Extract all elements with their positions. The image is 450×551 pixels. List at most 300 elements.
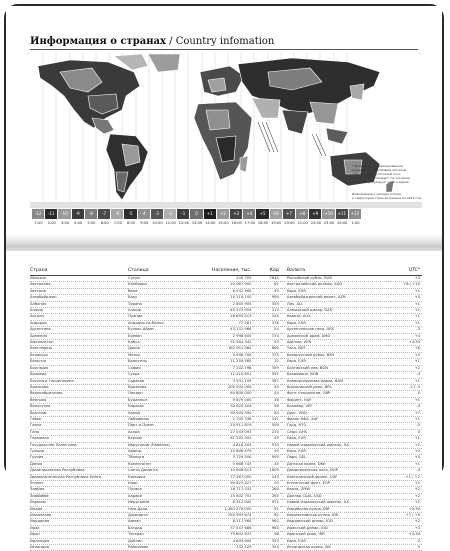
cell-capital: Нью-Дели: [128, 506, 199, 512]
cell-country: Доминиканская Республика: [30, 468, 128, 474]
timezone-note: [352, 192, 432, 200]
cell-currency: Болгарский лев, BGN: [281, 365, 391, 371]
cell-utc: +2: [391, 481, 422, 487]
cell-population: 8 117 564: [199, 519, 254, 525]
cell-population: 77 267 000: [199, 474, 254, 480]
cell-currency: Аргентинское песо, ARS: [281, 327, 391, 333]
cell-utc: +7 / +9: [391, 513, 422, 519]
cell-country: Демократическая Республика Конго: [30, 474, 128, 480]
utc-offset-cell: -7: [98, 209, 111, 219]
cell-code: 353: [253, 538, 280, 544]
cell-utc: +4: [391, 333, 422, 339]
cell-code: 43: [253, 288, 280, 294]
cell-code: 213: [253, 308, 280, 314]
utc-offset-cell: +10: [322, 209, 335, 219]
cell-population: 11 410 651: [199, 372, 254, 378]
cell-country: Иордания: [30, 519, 128, 525]
cell-capital: Канберра: [128, 282, 199, 288]
cell-population: 81 292 400: [199, 436, 254, 442]
cell-code: 54: [253, 327, 280, 333]
document-frame: [4, 4, 444, 550]
cell-capital: Джакарта: [128, 513, 199, 519]
cell-capital: Берлин: [128, 436, 199, 442]
cell-utc: +1: [391, 461, 422, 467]
cell-country: Грузия: [30, 455, 128, 461]
cell-population: 240 705: [199, 276, 254, 282]
note-line: Информация о часовых поясах: [352, 192, 401, 196]
utc-offset-cell: -4: [138, 209, 151, 219]
utc-offset-cell: -6: [111, 209, 124, 219]
utc-offset-cell: +2: [217, 209, 230, 219]
cell-capital: Буэнос-Айрес: [128, 327, 199, 333]
footnote-line: Time, фр. Temps Universel Coor-: [352, 172, 402, 176]
cell-code: 964: [253, 525, 280, 531]
cell-population: 11 250 585: [199, 359, 254, 365]
cell-capital: Тбилиси: [128, 455, 199, 461]
cell-population: 10 648 613: [199, 468, 254, 474]
cell-code: 58: [253, 404, 280, 410]
utc-offset-strip: [32, 209, 362, 219]
cell-utc: +2: [391, 519, 422, 525]
cell-capital: Дублин: [128, 538, 199, 544]
cell-utc: +2: [391, 493, 422, 499]
cell-capital: София: [128, 365, 199, 371]
cell-currency: Азербайджанский манат, AZN: [281, 295, 391, 301]
cell-currency: Евро, EUR: [281, 320, 391, 326]
cell-code: 972: [253, 500, 280, 506]
cell-utc: -2 / -5: [391, 384, 422, 390]
utc-footnote: [352, 164, 432, 184]
cell-currency: Евро, EUR: [281, 288, 391, 294]
title-separator: /: [165, 36, 176, 47]
cell-capital: Тирана: [128, 301, 199, 307]
cell-code: 880: [253, 346, 280, 352]
cell-country: Ирак: [30, 525, 128, 531]
cell-population: 32 564 342: [199, 340, 254, 346]
cell-capital: Афины: [128, 448, 199, 454]
utc-offset-cell: 0: [190, 209, 203, 219]
cell-currency: Лек, ALL: [281, 301, 391, 307]
utc-time-cell: 2:00: [47, 221, 56, 225]
cell-population: 2 998 600: [199, 333, 254, 339]
table-row: [30, 545, 422, 551]
cell-population: 15 602 751: [199, 493, 254, 499]
cell-country: Венесуэла: [30, 404, 128, 410]
cell-country: Вьетнам: [30, 410, 128, 416]
cell-country: Венгрия: [30, 397, 128, 403]
cell-capital: Либревиль: [128, 416, 199, 422]
utc-time-cell: 3:00: [60, 221, 70, 225]
col-population: Население, тыс.: [199, 268, 254, 276]
cell-code: 354: [253, 545, 280, 551]
cell-currency: Гурд, HTG: [281, 423, 391, 429]
utc-time-cell: 4:00: [74, 221, 83, 225]
cell-utc: -4: [391, 404, 422, 410]
cell-capital: Бразилиа: [128, 384, 199, 390]
cell-capital: Тегеран: [128, 532, 199, 538]
utc-offset-cell: -10: [58, 209, 71, 219]
cell-capital: Кабул: [128, 340, 199, 346]
cell-capital: Каир: [128, 481, 199, 487]
cell-currency: Афгани, AFN: [281, 340, 391, 346]
cell-code: 93: [253, 340, 280, 346]
cell-utc: +2: [391, 442, 422, 448]
cell-population: 332 529: [199, 545, 254, 551]
cell-utc: +3: [391, 276, 422, 282]
utc-time-cell: 6:00: [100, 221, 109, 225]
utc-offset-cell: -3: [151, 209, 164, 219]
cell-capital: Рейкьявик: [128, 545, 199, 551]
cell-code: 233: [253, 429, 280, 435]
utc-offset-cell: +11: [336, 209, 349, 219]
cell-capital: Лусака: [128, 487, 199, 493]
cell-capital: Лондон: [128, 391, 199, 397]
cell-utc: +2: [391, 365, 422, 371]
cell-currency: Иорданский динар, JOD: [281, 519, 391, 525]
cell-code: 36: [253, 397, 280, 403]
cell-population: 4 816 503: [199, 442, 254, 448]
cell-capital: Сараево: [128, 378, 199, 384]
col-currency: Валюта: [281, 268, 391, 276]
cell-currency: Доминиканское песо, DOP: [281, 468, 391, 474]
cell-capital: Каракас: [128, 404, 199, 410]
cell-country: Великобритания: [30, 391, 128, 397]
utc-time-cell: 11:00: [165, 221, 176, 225]
cell-population: 37 547 686: [199, 525, 254, 531]
cell-population: 7 202 198: [199, 365, 254, 371]
cell-code: 30: [253, 448, 280, 454]
utc-time-cell: 22:00: [310, 221, 322, 225]
cell-code: 84: [253, 410, 280, 416]
cell-country: Индонезия: [30, 513, 128, 519]
cell-capital: Луанда: [128, 314, 199, 320]
cell-code: 243: [253, 474, 280, 480]
cell-code: 591: [253, 372, 280, 378]
cell-utc: +1: [391, 378, 422, 384]
cell-population: 43 131 966: [199, 327, 254, 333]
footnote-line: * Всемирное координированное: [352, 164, 403, 168]
cell-code: 1809: [253, 468, 280, 474]
cell-country: Босния и Герцеговина: [30, 378, 128, 384]
cell-currency: Индийская рупия, INR: [281, 506, 391, 512]
cell-utc: +4:30: [391, 340, 422, 346]
utc-time-cell: 14:00: [205, 221, 216, 225]
cell-currency: Армянский драм, AMD: [281, 333, 391, 339]
cell-capital: Ереван: [128, 333, 199, 339]
cell-population: 90 549 390: [199, 410, 254, 416]
cell-country: Ангола: [30, 314, 128, 320]
cell-country: Египет: [30, 481, 128, 487]
cell-currency: Конвертируемая марка, BAM: [281, 378, 391, 384]
cell-capital: Вена: [128, 288, 199, 294]
footnote-line: donné, UTC) – стандарт, по которому: [352, 176, 411, 180]
cell-population: 27 043 093: [199, 429, 254, 435]
cell-population: 20 067 900: [199, 282, 254, 288]
cell-code: 98: [253, 532, 280, 538]
page-title: [30, 36, 274, 47]
cell-currency: Новый израильский шекель, ILS: [281, 500, 391, 506]
cell-population: 77 281: [199, 320, 254, 326]
cell-country: Афганистан: [30, 340, 128, 346]
utc-offset-cell: +8: [296, 209, 309, 219]
cell-utc: +1 / +2: [391, 474, 422, 480]
cell-utc: -4: [391, 468, 422, 474]
cell-code: 355: [253, 301, 280, 307]
cell-country: Армения: [30, 333, 128, 339]
cell-currency: Франк КФА, XAF: [281, 416, 391, 422]
cell-currency: Форинт, HUF: [281, 397, 391, 403]
utc-time-cell: 1:00: [34, 221, 43, 225]
cell-code: 970: [253, 442, 280, 448]
cell-population: 255 993 674: [199, 513, 254, 519]
table-header-row: [30, 268, 422, 276]
utc-offset-cell: -12: [32, 209, 45, 219]
cell-code: 263: [253, 493, 280, 499]
cell-country: Бангладеш: [30, 346, 128, 352]
cell-currency: Бразильский реал, BRL: [281, 384, 391, 390]
cell-country: Ирландия: [30, 538, 128, 544]
title-ru: Информация о странах: [30, 36, 166, 47]
utc-time-cell: 24:00: [337, 221, 348, 225]
cell-country: Бельгия: [30, 359, 128, 365]
cell-country: Гана: [30, 429, 128, 435]
cell-utc: +4: [391, 295, 422, 301]
utc-time-cell: 19:00: [271, 221, 282, 225]
cell-currency: Российский рубль, RUB: [281, 276, 391, 282]
cell-code: 375: [253, 352, 280, 358]
cell-utc: +5:30: [391, 506, 422, 512]
cell-utc: +1: [391, 320, 422, 326]
cell-code: 32: [253, 359, 280, 365]
cell-utc: +1: [391, 397, 422, 403]
cell-currency: Иракский динар, IQD: [281, 525, 391, 531]
utc-offset-cell: -5: [124, 209, 137, 219]
col-capital: Столица: [128, 268, 199, 276]
cell-currency: Фунт стерлингов, GBP: [281, 391, 391, 397]
cell-code: 374: [253, 333, 280, 339]
cell-country: Иран: [30, 532, 128, 538]
cell-country: Дания: [30, 461, 128, 467]
col-utc: UTC*: [391, 268, 422, 276]
cell-country: Государство Палестина: [30, 442, 128, 448]
cell-utc: +3:30: [391, 532, 422, 538]
cell-capital: Порт-о-Пренс: [128, 423, 199, 429]
cell-code: 49: [253, 436, 280, 442]
cell-code: 994: [253, 295, 280, 301]
cell-code: 44: [253, 391, 280, 397]
cell-capital: Сукре: [128, 372, 199, 378]
cell-capital: Сухум: [128, 276, 199, 282]
cell-utc: 0: [391, 391, 422, 397]
cell-currency: Евро, EUR: [281, 359, 391, 365]
cell-country: Болгария: [30, 365, 128, 371]
cell-utc: +1: [391, 436, 422, 442]
utc-time-cell: 1:00: [351, 221, 360, 225]
cell-capital: Минск: [128, 352, 199, 358]
cell-currency: Датская крона, DKK: [281, 461, 391, 467]
utc-offset-cell: +5: [256, 209, 269, 219]
cell-capital: Копенгаген: [128, 461, 199, 467]
utc-time-cell: 5:00: [87, 221, 96, 225]
cell-capital: Баку: [128, 295, 199, 301]
cell-currency: Боливиано, BOB: [281, 372, 391, 378]
utc-offset-cell: +6: [270, 209, 283, 219]
cell-population: 30 620 404: [199, 404, 254, 410]
cell-country: Австрия: [30, 288, 128, 294]
cell-country: Алжир: [30, 308, 128, 314]
utc-time-cell: 21:00: [297, 221, 308, 225]
cell-country: Австралия: [30, 282, 128, 288]
cell-population: 9 498 700: [199, 352, 254, 358]
cell-code: 55: [253, 384, 280, 390]
utc-offset-cell: -2: [164, 209, 177, 219]
cell-capital: Дакка: [128, 346, 199, 352]
cell-utc: -4: [391, 372, 422, 378]
cell-population: 3 729 500: [199, 455, 254, 461]
cell-country: Аргентина: [30, 327, 128, 333]
cell-utc: +2: [391, 487, 422, 493]
cell-capital: Багдад: [128, 525, 199, 531]
cell-country: Габон: [30, 416, 128, 422]
cell-country: Замбия: [30, 487, 128, 493]
cell-currency: Иранский риал, IRR: [281, 532, 391, 538]
cell-utc: +1: [391, 288, 422, 294]
utc-offset-cell: +12: [349, 209, 362, 219]
cell-capital: Амман: [128, 519, 199, 525]
utc-time-cell: 18:00: [257, 221, 269, 225]
cell-utc: +1: [391, 416, 422, 422]
cell-country: Греция: [30, 448, 128, 454]
utc-offset-cell: +9: [309, 209, 322, 219]
cell-utc: +7: [391, 410, 422, 416]
cell-currency: Конголезский франк, CDF: [281, 474, 391, 480]
cell-currency: Доллар США, USD: [281, 493, 391, 499]
cell-currency: Австралийский доллар, AUD: [281, 282, 391, 288]
note-line: и территории стран актуальна на 2015 год.: [352, 196, 422, 200]
cell-code: 244: [253, 314, 280, 320]
utc-time-cell: 23:00: [323, 221, 335, 225]
cell-capital: Иерусалим: [128, 500, 199, 506]
utc-offset-cell: +3: [230, 209, 243, 219]
utc-offset-cell: -1: [177, 209, 190, 219]
cell-utc: -3: [391, 327, 422, 333]
cell-code: 7840: [253, 276, 280, 282]
cell-code: 20: [253, 481, 280, 487]
cell-currency: Евро, EUR: [281, 538, 391, 544]
cell-country: Беларусь: [30, 352, 128, 358]
cell-population: 40 375 954: [199, 308, 254, 314]
cell-code: 241: [253, 416, 280, 422]
cell-currency: Евро, EUR: [281, 436, 391, 442]
cell-capital: Санто-Доминго: [128, 468, 199, 474]
cell-currency: Евро, EUR: [281, 448, 391, 454]
cell-capital: Алжир: [128, 308, 199, 314]
table-body: [30, 276, 422, 551]
cell-capital: Будапешт: [128, 397, 199, 403]
cell-currency: Исландская крона, ISK: [281, 545, 391, 551]
cell-currency: Египетский фунт, EGP: [281, 481, 391, 487]
cell-utc: +4: [391, 455, 422, 461]
map-page: [6, 6, 442, 238]
cell-currency: Алжирский динар, DZD: [281, 308, 391, 314]
cell-currency: Лари, GEL: [281, 455, 391, 461]
cell-population: 162 951 560: [199, 346, 254, 352]
cell-country: Исландия: [30, 545, 128, 551]
cell-capital: Иерусалим (Рамалла): [128, 442, 199, 448]
cell-utc: 0: [391, 429, 422, 435]
cell-utc: +1: [391, 314, 422, 320]
cell-capital: Киншаса: [128, 474, 199, 480]
utc-offset-cell: -9: [72, 209, 85, 219]
cell-population: 64 800 000: [199, 391, 254, 397]
cell-utc: 0: [391, 545, 422, 551]
utc-offset-cell: +7: [283, 209, 296, 219]
cell-utc: +1: [391, 359, 422, 365]
cell-currency: Боливар, VEF: [281, 404, 391, 410]
cell-population: 9 879 000: [199, 397, 254, 403]
utc-time-cell: 10:00: [152, 221, 163, 225]
cell-population: 90 623 427: [199, 481, 254, 487]
cell-currency: Квача, ZMW: [281, 487, 391, 493]
cell-country: Зимбабве: [30, 493, 128, 499]
cell-currency: Седи, GHS: [281, 429, 391, 435]
cell-utc: +2: [391, 448, 422, 454]
cell-code: 91: [253, 506, 280, 512]
utc-time-row: [32, 221, 362, 225]
utc-time-cell: 9:00: [140, 221, 149, 225]
cell-country: Гаити: [30, 423, 128, 429]
footnote-line: общество регулирует часы и время.: [352, 180, 410, 184]
utc-time-cell: 7:00: [113, 221, 122, 225]
utc-time-cell: 17:00: [244, 221, 256, 225]
cell-utc: +1: [391, 308, 422, 314]
cell-population: 10 119 100: [199, 295, 254, 301]
cell-country: Германия: [30, 436, 128, 442]
cell-capital: Аккра: [128, 429, 199, 435]
cell-population: 8 412 000: [199, 500, 254, 506]
cell-currency: Така, BDT: [281, 346, 391, 352]
cell-utc: +3: [391, 352, 422, 358]
footnote-line: время (англ. Coordinated Universal: [352, 168, 407, 172]
utc-offset-cell: -8: [85, 209, 98, 219]
cell-country: Андорра: [30, 320, 128, 326]
cell-population: 1 283 370 000: [199, 506, 254, 512]
country-table: [30, 268, 422, 551]
cell-currency: Индонезийская рупия, IDR: [281, 513, 391, 519]
cell-code: 962: [253, 519, 280, 525]
cell-utc: +3: [391, 525, 422, 531]
utc-offset-cell: +1: [204, 209, 217, 219]
cell-utc: +2: [391, 500, 422, 506]
cell-currency: Кванза, AOA: [281, 314, 391, 320]
cell-country: Албания: [30, 301, 128, 307]
col-code: Код: [253, 268, 280, 276]
cell-population: 16 717 332: [199, 487, 254, 493]
title-rule: [30, 49, 418, 50]
cell-country: Индия: [30, 506, 128, 512]
cell-utc: -5: [391, 423, 422, 429]
utc-time-cell: 12:00: [178, 221, 190, 225]
cell-code: 45: [253, 461, 280, 467]
cell-code: 376: [253, 320, 280, 326]
cell-population: 4 609 600: [199, 538, 254, 544]
cell-code: 260: [253, 487, 280, 493]
utc-time-cell: 15:00: [218, 221, 229, 225]
utc-time-cell: 13:00: [191, 221, 203, 225]
cell-country: Бразилия: [30, 384, 128, 390]
cell-currency: Донг, VND: [281, 410, 391, 416]
cell-utc: +1: [391, 301, 422, 307]
